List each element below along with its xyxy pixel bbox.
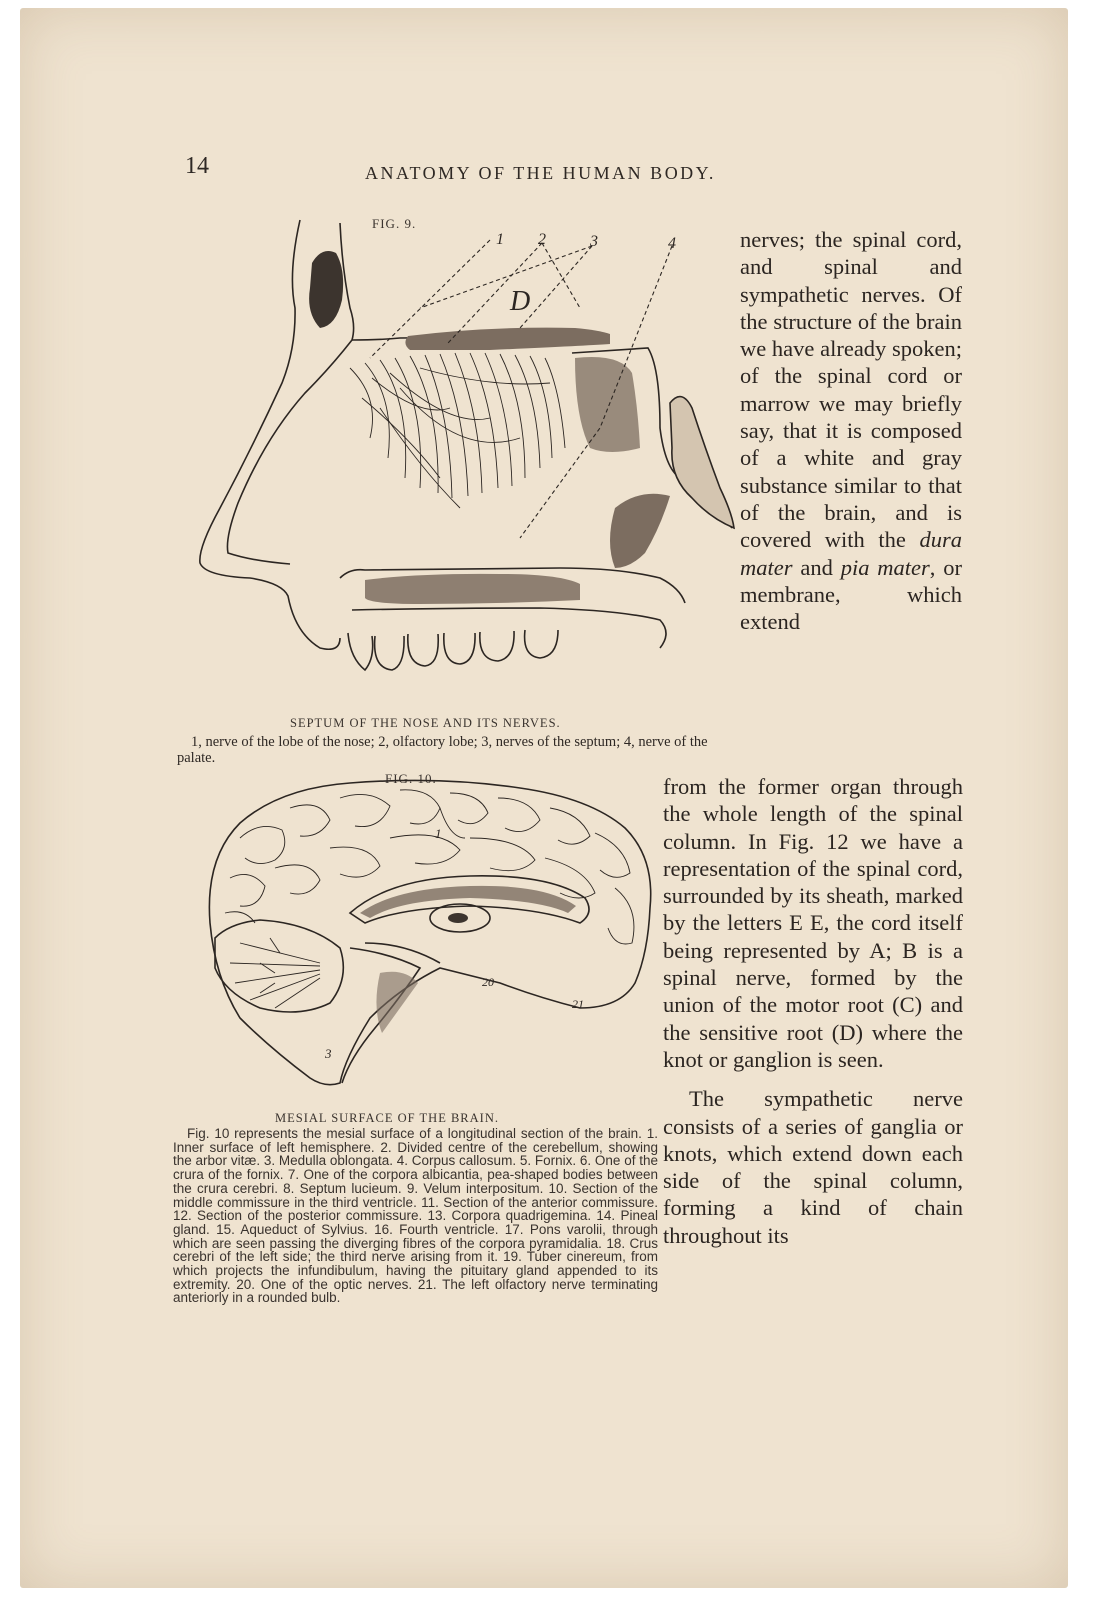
- fig10-label: FIG. 10.: [385, 771, 437, 786]
- fig10-callout-21: 21: [572, 997, 584, 1011]
- fig10-callout-3: 3: [325, 1046, 332, 1061]
- body-text-emphasis-pia-mater: pia mater: [840, 554, 930, 580]
- fig10-callout-20: 20: [482, 975, 494, 989]
- fig9-callout-d: D: [510, 286, 531, 317]
- body-text-column-1: [740, 226, 962, 635]
- book-page: [20, 8, 1068, 1588]
- fig10-caption: Fig. 10 represents the mesial surface of a longitudinal section of the brain. 1. Inner surface of left hemisphere. 2. Divided centre of the cerebellum, showing the arbor vitæ. 3. Medulla oblongata. 4. Corpus callosum. 5. Fornix. 6. One of the crura of the fornix. 7. One of the corpora albicantia, pea-shaped bodies between the crura cerebri. 8. Septum lucieum. 9. Velum interpositum. 10. Section of the middle commissure in the third ventricle. 11. Section of the anterior commissure. 12. Section of the posterior commissure. 13. Corpora quadrigemina. 14. Pineal gland. 15. Aqueduct of Sylvius. 16. Fourth ventricle. 17. Pons varolii, through which are seen passing the diverging fibres of the corpora pyramidalia. 18. Crus cerebri of the left side; the third nerve arising from it. 19. Tuber cinereum, from which projects the infundibulum, having the pituitary gland appended to its extremity. 20. One of the optic nerves. 21. The left olfactory nerve terminating anteriorly in a rounded bulb.: [173, 1126, 658, 1306]
- body-paragraph-2: The sympathetic nerve consists of a series of ganglia or knots, which extend down each side of the spinal column, forming a kind of chain throughout its: [663, 1086, 963, 1248]
- fig9-label: FIG. 9.: [372, 216, 417, 231]
- fig10-callout-1: 1: [435, 826, 442, 841]
- fig10-title: MESIAL SURFACE OF THE BRAIN.: [275, 1111, 499, 1125]
- page-number: 14: [185, 153, 209, 179]
- arbor-vitae: [230, 938, 320, 1008]
- body-text-emphasis-dura-mater: dura mater: [740, 527, 962, 580]
- body-text-1c: , or membrane, which extend: [740, 554, 962, 635]
- fig9-callout-2: 2: [538, 231, 546, 248]
- fig9-callout-4: 4: [668, 235, 676, 252]
- body-text-1a: nerves; the spinal cord, and spinal and sympathetic nerves. Of the structure of the brain we have already spoken; of the spinal cord or marrow we may briefly say, that it is composed of a white and gray substance similar to that of the brain, and is covered with the: [740, 227, 962, 553]
- body-text-column-2: [663, 773, 963, 1249]
- fig9-title: SEPTUM OF THE NOSE AND ITS NERVES.: [290, 716, 561, 730]
- body-paragraph-1: from the former organ through the whole length of the spinal column. In Fig. 12 we have a representation of the spinal cord, surrounded by its sheath, marked by the letters E E, the cord itself being represented by A; B is a spinal nerve, formed by the union of the motor root (C) and the sensitive root (D) where the knot or ganglion is seen.: [663, 774, 963, 1072]
- fig9-caption: 1, nerve of the lobe of the nose; 2, olfactory lobe; 3, nerves of the septum; 4, nerve of the palate.: [177, 734, 708, 766]
- running-head: ANATOMY OF THE HUMAN BODY.: [365, 163, 716, 183]
- fig9-callout-3: 3: [590, 233, 598, 250]
- fig9-callout-1: 1: [496, 231, 504, 248]
- body-text-1b: and: [792, 554, 841, 580]
